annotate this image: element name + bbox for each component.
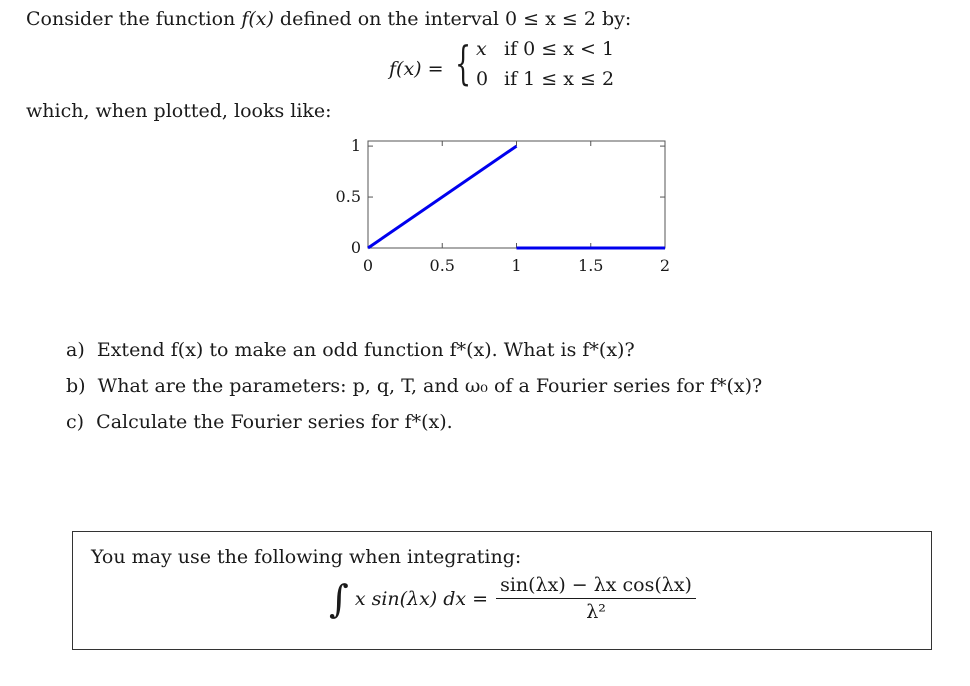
integrand: x sin(λx) dx = — [354, 587, 489, 610]
case-2-condition: if 1 ≤ x ≤ 2 — [504, 68, 615, 90]
case-2-value: 0 — [476, 68, 489, 90]
y-tick-label: 1 — [350, 136, 361, 156]
intro-suffix: defined on the interval 0 ≤ x ≤ 2 by: — [273, 8, 632, 30]
hint-intro: You may use the following when integrating: — [91, 546, 522, 568]
piecewise-lhs: f(x) = — [389, 58, 444, 80]
question-label: c) — [66, 411, 85, 433]
series-line-0 — [368, 146, 517, 248]
y-tick-label: 0 — [350, 238, 361, 257]
y-tick-label: 0.5 — [335, 187, 361, 207]
function-plot — [320, 130, 690, 280]
fraction-numerator: sin(λx) − λx cos(λx) — [496, 574, 696, 599]
question-label: a) — [66, 339, 85, 361]
x-tick-label: 1.5 — [578, 256, 604, 275]
tick-marks — [368, 141, 665, 248]
question-label: b) — [66, 375, 86, 397]
fraction-denominator: λ² — [586, 601, 606, 623]
question-text: Extend f(x) to make an odd function f*(x). What is f*(x)? — [96, 339, 635, 361]
integral-icon: ∫ — [329, 576, 349, 621]
question-b — [66, 375, 762, 397]
question-a — [66, 339, 635, 361]
intro-func: f(x) — [241, 8, 274, 30]
x-tick-label: 0 — [362, 256, 374, 275]
plot-curves — [368, 146, 665, 248]
case-1-value: x — [476, 38, 487, 60]
x-tick-labels — [363, 256, 670, 275]
y-tick-labels — [336, 136, 361, 257]
question-c — [66, 411, 453, 433]
question-text: What are the parameters: p, q, T, and ω₀ of a Fourier series for f*(x)? — [97, 375, 763, 397]
x-tick-label: 2 — [659, 256, 671, 275]
hint-formula — [329, 574, 696, 623]
hint-box — [72, 531, 932, 650]
x-tick-label: 0.5 — [429, 256, 455, 275]
question-text: Calculate the Fourier series for f*(x). — [96, 411, 453, 433]
case-1-condition: if 0 ≤ x < 1 — [504, 38, 615, 60]
plotted-text: which, when plotted, looks like: — [26, 100, 332, 122]
intro-prefix: Consider the function — [26, 8, 242, 30]
intro-line — [26, 8, 631, 30]
piecewise-brace: { — [455, 36, 472, 90]
x-tick-label: 1 — [511, 256, 522, 275]
fraction — [496, 574, 696, 623]
plot-frame — [368, 141, 665, 248]
